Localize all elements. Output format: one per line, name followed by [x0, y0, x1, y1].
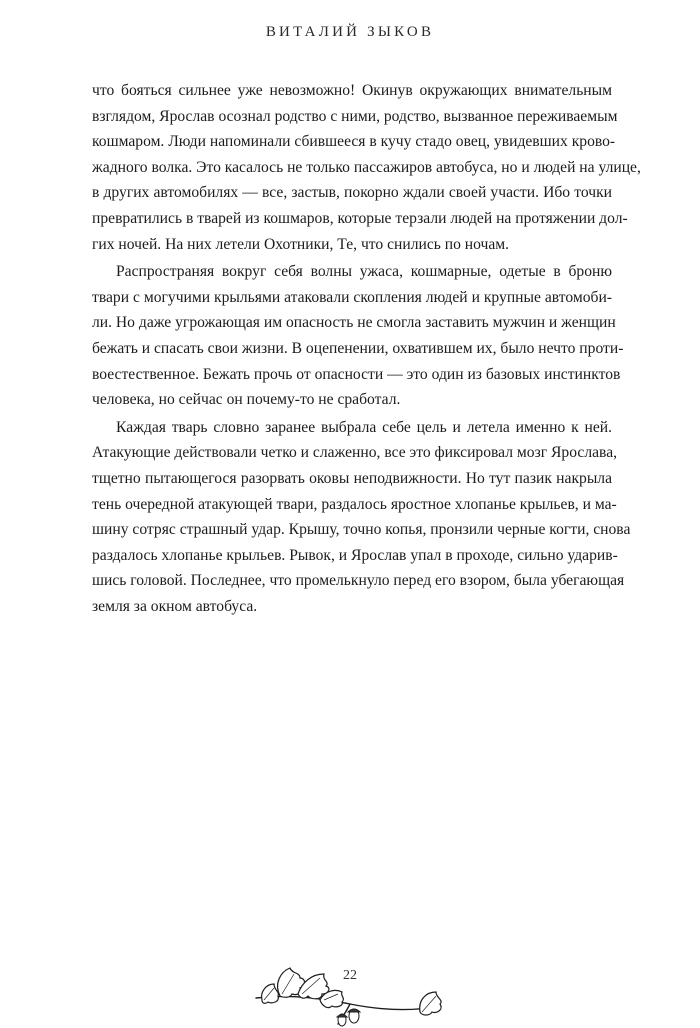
- paragraph-1: [92, 78, 641, 257]
- text-line: шину сотряс страшный удар. Крышу, точно копья, пронзили черные когти, снова: [92, 521, 631, 539]
- text-line: в других автомобилях — все, застыв, покорно ждали своей участи. Ибо точки: [92, 184, 612, 202]
- text-line: ли. Но даже угрожающая им опасность не смогла заставить мужчин и женщин: [92, 314, 616, 332]
- paragraph-2: [92, 259, 624, 413]
- text-line: тщетно пытающегося разорвать оковы неподвижности. Но тут пазик накрыла: [92, 469, 612, 487]
- text-line: твари с могучими крыльями атаковали скопления людей и крупные автомоби-: [92, 288, 612, 306]
- text-line: Атакующие действовали четко и слаженно, все это фиксировал мозг Ярослава,: [92, 444, 618, 462]
- text-line: Распространяя вокруг себя волны ужаса, кошмарные, одетые в броню: [116, 263, 612, 281]
- page-footer: [0, 954, 700, 1028]
- text-line: взглядом, Ярослав осознал родство с ними, родство, вызванное переживаемым: [92, 107, 618, 125]
- text-line: кошмаром. Люди напоминали сбившееся в кучу стадо овец, увидевших крово-: [92, 133, 616, 151]
- text-line: тень очередной атакующей твари, раздалось яростное хлопанье крыльев, и ма-: [92, 495, 617, 513]
- body-text: [92, 78, 641, 621]
- text-line: Каждая тварь словно заранее выбрала себе цель и летела именно к ней.: [116, 418, 612, 436]
- text-line: раздалось хлопанье крыльев. Рывок, и Ярослав упал в проходе, сильно ударив-: [92, 546, 618, 564]
- text-line: земля за окном автобуса.: [92, 597, 258, 615]
- oak-branch-icon: [250, 954, 450, 1028]
- text-line: воестественное. Бежать прочь от опасности — это один из базовых инстинктов: [92, 365, 621, 383]
- text-line: бежать и спасать свои жизни. В оцепенении, охватившем их, было нечто проти-: [92, 339, 624, 357]
- text-line: человека, но сейчас он почему-то не сработал.: [92, 391, 401, 409]
- text-line: превратились в тварей из кошмаров, которые терзали людей на протяжении дол-: [92, 209, 628, 227]
- text-line: что бояться сильнее уже невозможно! Окинув окружающих внимательным: [92, 82, 612, 99]
- page-number: 22: [343, 968, 357, 983]
- text-line: гих ночей. На них летели Охотники, Те, что снились по ночам.: [92, 235, 510, 253]
- text-line: шись головой. Последнее, что промелькнуло перед его взором, была убегающая: [92, 572, 625, 590]
- running-head: ВИТАЛИЙ ЗЫКОВ: [265, 24, 435, 40]
- paragraph-3: [92, 415, 631, 620]
- text-line: жадного волка. Это касалось не только пассажиров автобуса, но и людей на улице,: [92, 158, 641, 176]
